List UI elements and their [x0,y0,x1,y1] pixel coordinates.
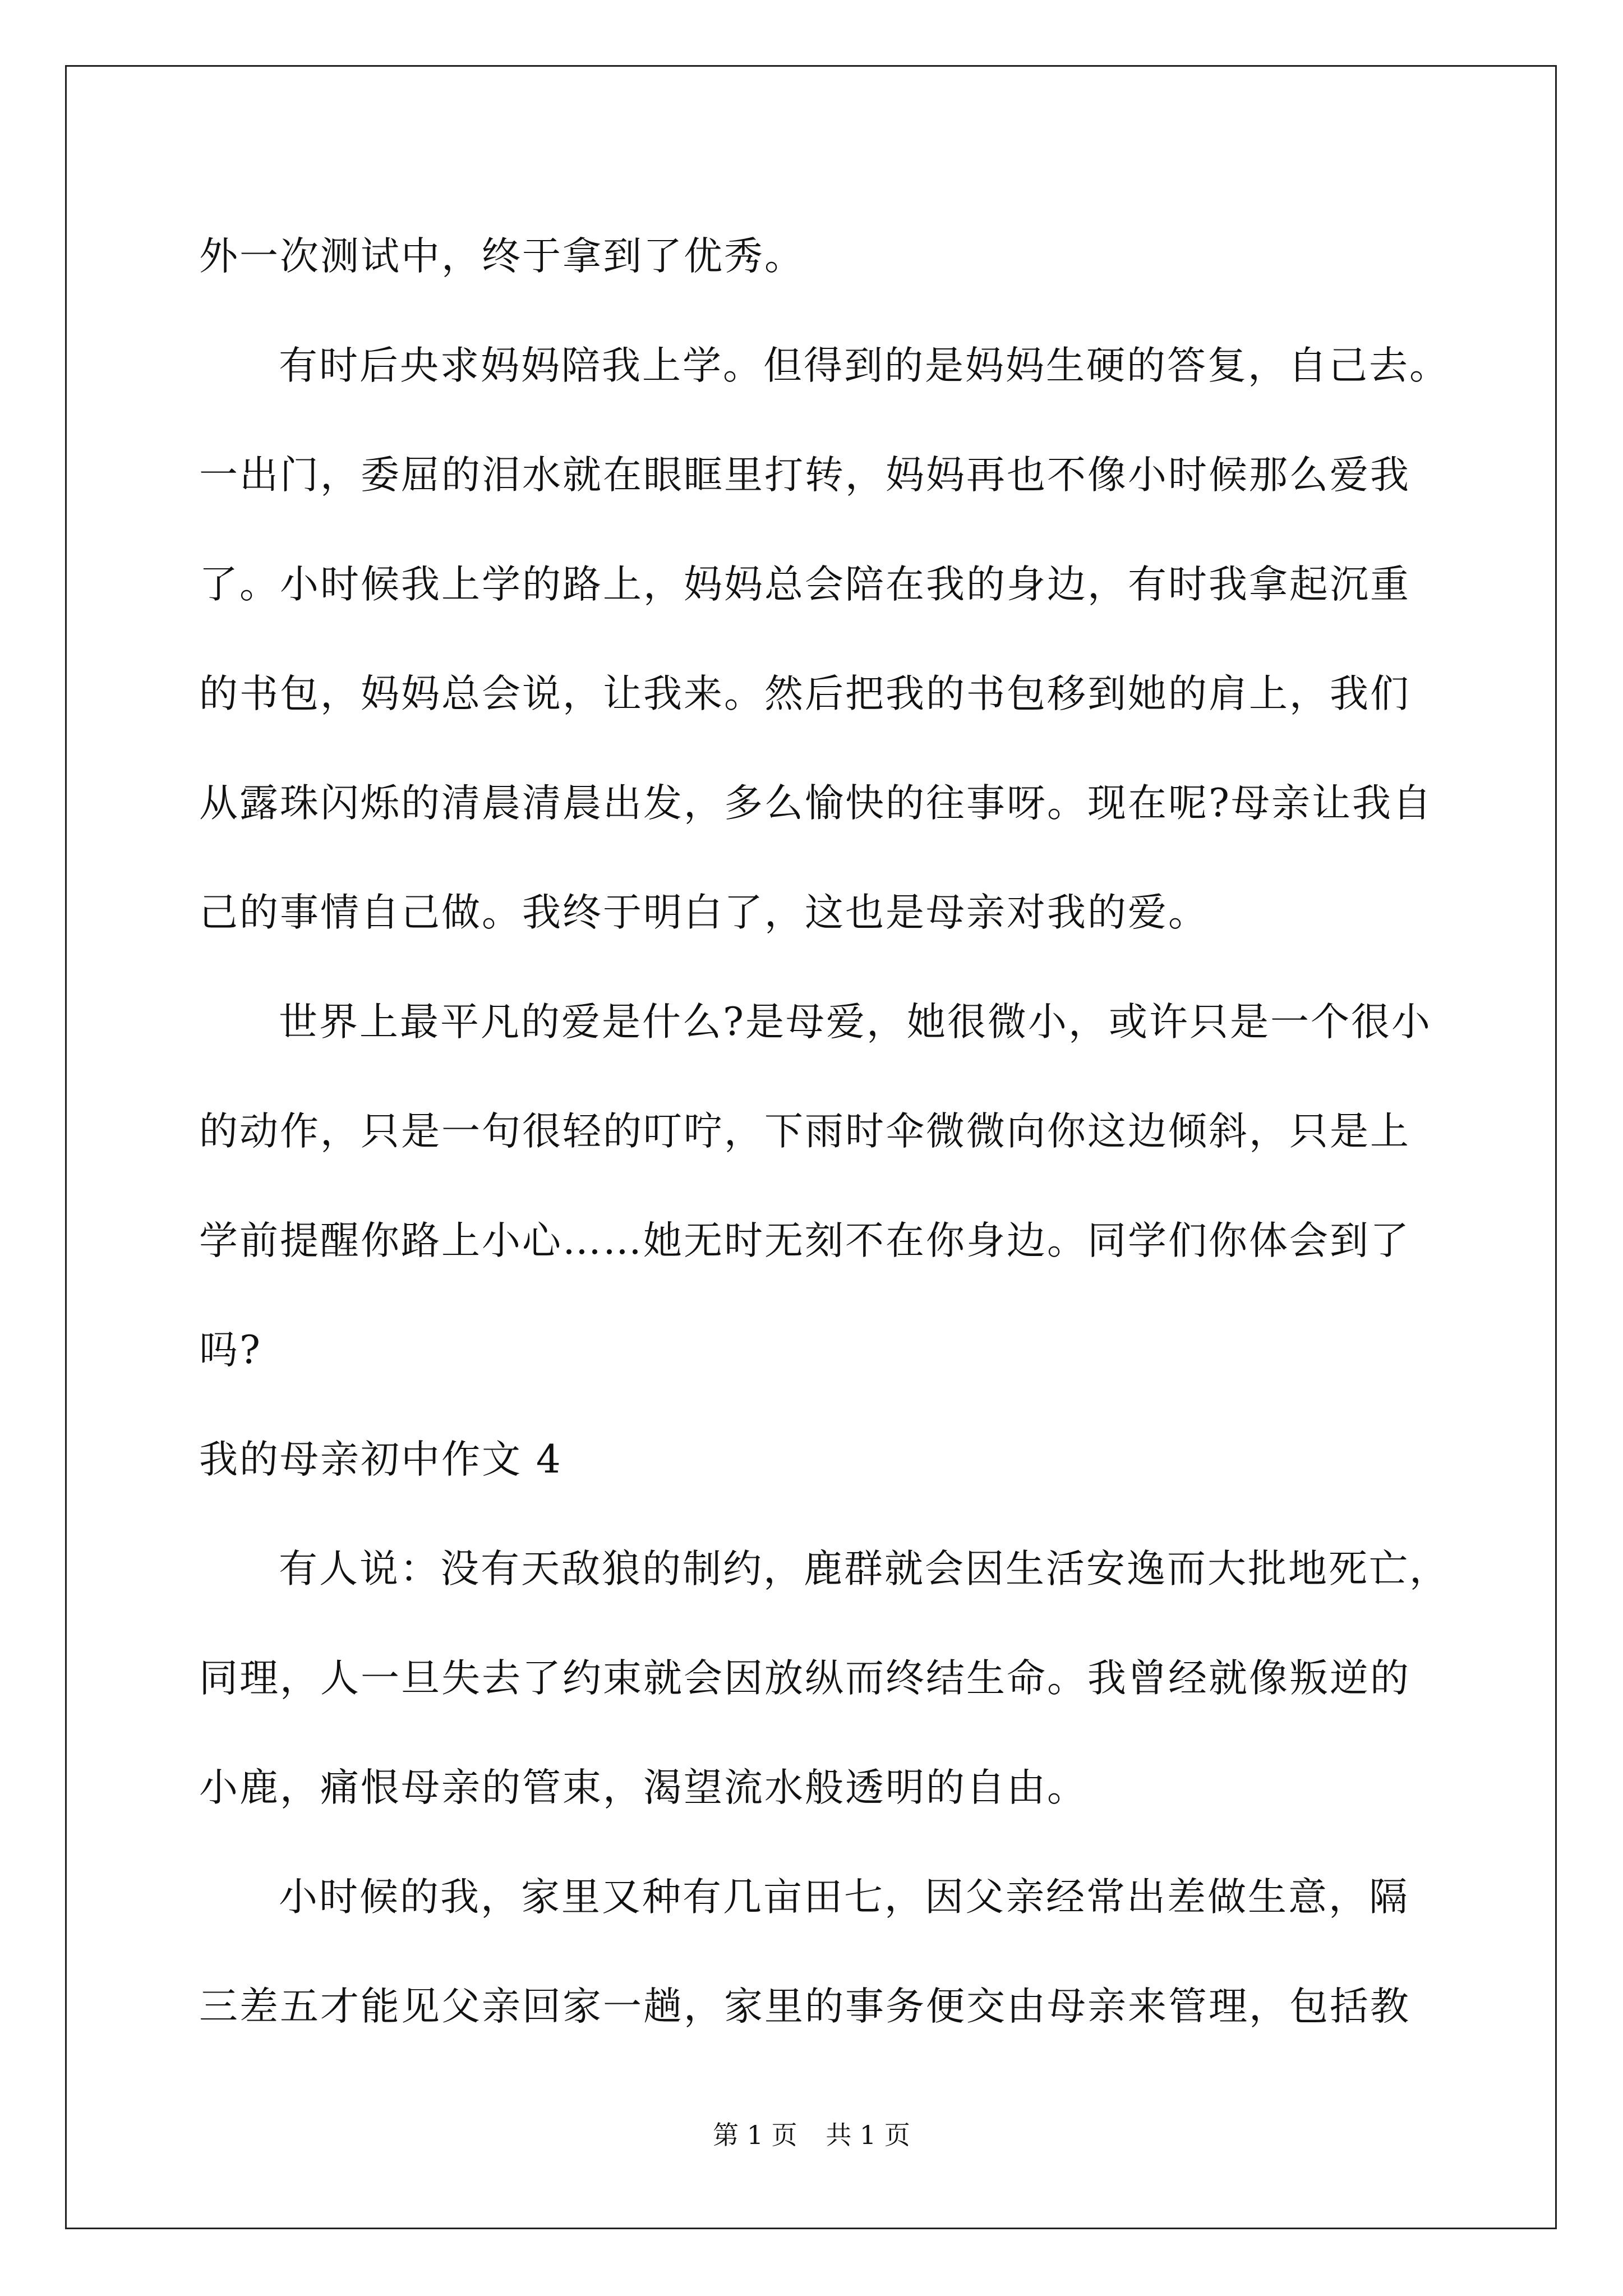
text-line: 的书包，妈妈总会说，让我来。然后把我的书包移到她的肩上，我们 [199,671,1410,716]
text-line: 有时后央求妈妈陪我上学。但得到的是妈妈生硬的答复，自己去。 [279,343,1450,388]
section-heading: 我的母亲初中作文 4 [199,1437,562,1482]
page-number: 第 1 页 [713,2120,797,2150]
text-line: 世界上最平凡的爱是什么?是母爱，她很微小，或许只是一个很小 [279,1000,1432,1045]
document-body [199,202,1450,2062]
text-line: 了。小时候我上学的路上，妈妈总会陪在我的身边，有时我拿起沉重 [199,562,1410,607]
page-total: 共 1 页 [826,2120,910,2150]
text-line: 从露珠闪烁的清晨清晨出发，多么愉快的往事呀。现在呢?母亲让我自 [199,781,1433,826]
text-line: 同理，人一旦失去了约束就会因放纵而终结生命。我曾经就像叛逆的 [199,1656,1410,1701]
text-line: 小鹿，痛恨母亲的管束，渴望流水般透明的自由。 [199,1765,1087,1810]
page-footer [0,2115,1623,2152]
text-line: 有人说：没有天敌狼的制约，鹿群就会因生活安逸而大批地死亡， [279,1547,1450,1591]
text-line: 三差五才能见父亲回家一趟，家里的事务便交由母亲来管理，包括教 [199,1984,1410,2029]
text-line: 的动作，只是一句很轻的叮咛，下雨时伞微微向你这边倾斜，只是上 [199,1109,1410,1154]
text-line: 学前提醒你路上小心……她无时无刻不在你身边。同学们你体会到了 [199,1218,1410,1263]
text-line: 外一次测试中，终于拿到了优秀。 [199,234,805,279]
text-line: 吗? [199,1328,262,1373]
text-line: 小时候的我，家里又种有几亩田七，因父亲经常出差做生意，隔 [279,1875,1409,1920]
text-line: 一出门，委屈的泪水就在眼眶里打转，妈妈再也不像小时候那么爱我 [199,453,1410,498]
text-line: 己的事情自己做。我终于明白了，这也是母亲对我的爱。 [199,890,1209,935]
